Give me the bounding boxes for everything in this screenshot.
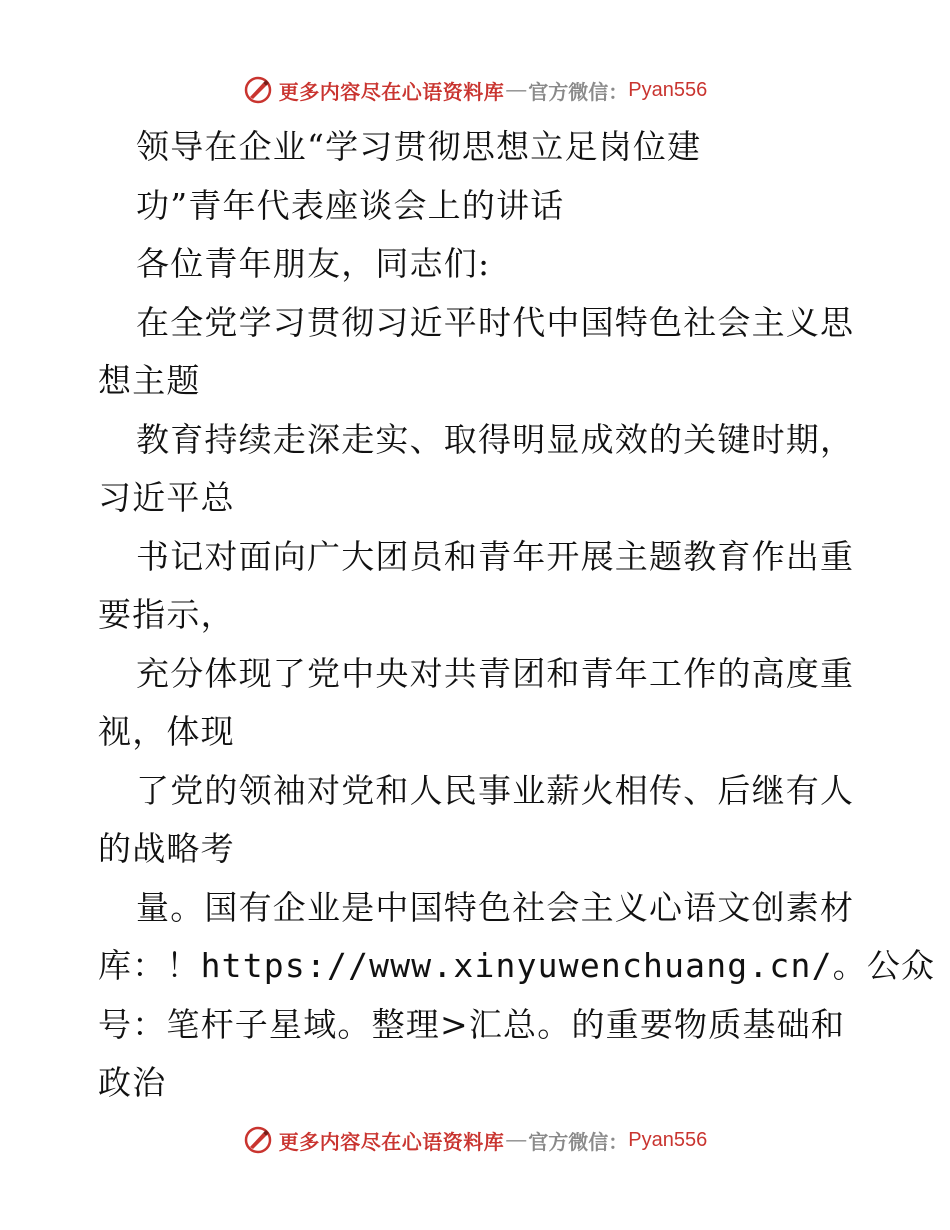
- footer-wechat-id: Pyan556: [628, 1128, 708, 1151]
- document-line: 各位青年朋友，同志们:: [136, 244, 491, 283]
- document-line: 视，体现: [98, 712, 235, 751]
- document-line: 领导在企业“学习贯彻思想立足岗位建: [136, 127, 702, 166]
- document-line: 要指示，: [98, 595, 235, 634]
- document-body: [98, 118, 936, 1113]
- document-line: 政治: [98, 1063, 167, 1102]
- document-line: 书记对面向广大团员和青年开展主题教育作出重: [136, 536, 855, 576]
- document-line: 的战略考: [98, 829, 235, 868]
- header-wechat-id: Pyan556: [628, 78, 708, 101]
- document-line: 了党的领袖对党和人民事业薪火相传、后继有人: [136, 770, 855, 810]
- footer-dash: —: [506, 1128, 527, 1151]
- footer-banner: [0, 1120, 950, 1160]
- pen-logo-icon: [243, 1125, 273, 1155]
- document-line: 量。国有企业是中国特色社会主义心语文创素材: [136, 887, 855, 927]
- pen-logo-icon: [243, 75, 273, 105]
- document-line-url: 库：！https://www.xinyuwenchuang.cn/。公众: [98, 946, 936, 985]
- footer-wechat-label: 官方微信：: [528, 1129, 629, 1154]
- header-wechat-label: 官方微信：: [528, 79, 629, 104]
- document-line: 教育持续走深走实、取得明显成效的关键时期，: [136, 419, 855, 459]
- header-banner: [0, 70, 950, 110]
- header-dash: —: [506, 78, 527, 101]
- document-line: 在全党学习贯彻习近平时代中国特色社会主义思: [136, 302, 855, 342]
- document-line: 号：笔杆子星域。整理>汇总。的重要物质基础和: [98, 1004, 846, 1044]
- document-line: 充分体现了党中央对共青团和青年工作的高度重: [136, 653, 855, 693]
- document-line: 想主题: [98, 361, 201, 400]
- footer-brand-text: 更多内容尽在心语资料库: [278, 1129, 505, 1154]
- document-line: 习近平总: [98, 478, 235, 517]
- header-brand-text: 更多内容尽在心语资料库: [278, 79, 505, 104]
- document-line: 功”青年代表座谈会上的讲话: [136, 185, 565, 225]
